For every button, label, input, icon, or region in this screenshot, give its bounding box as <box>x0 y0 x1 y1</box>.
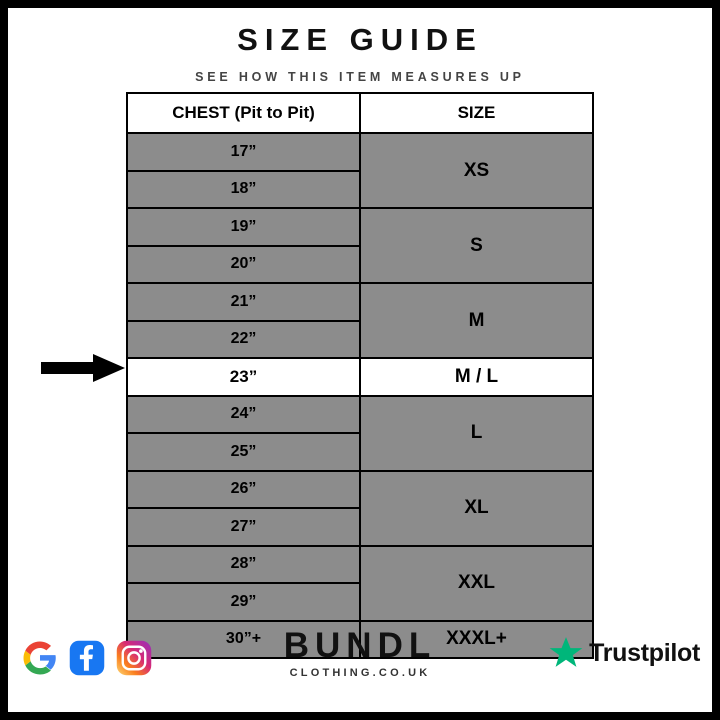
table-row <box>127 546 593 584</box>
size-value: XS <box>360 133 593 208</box>
chest-value: 28” <box>127 546 360 584</box>
chest-value: 25” <box>127 433 360 471</box>
column-header-chest: CHEST (Pit to Pit) <box>127 93 360 133</box>
chest-value: 17” <box>127 133 360 171</box>
table-row <box>127 208 593 246</box>
size-value: M <box>360 283 593 358</box>
column-header-size: SIZE <box>360 93 593 133</box>
selected-size-arrow-icon <box>41 353 125 383</box>
brand-domain: CLOTHING.CO.UK <box>289 667 431 679</box>
size-value: S <box>360 208 593 283</box>
trustpilot-star-icon <box>549 636 583 670</box>
table-row <box>127 283 593 321</box>
chest-value: 20” <box>127 246 360 284</box>
chest-value: 26” <box>127 471 360 509</box>
chest-value: 22” <box>127 321 360 359</box>
size-value: L <box>360 396 593 471</box>
size-value: XXL <box>360 546 593 621</box>
table-header-row <box>127 93 593 133</box>
page-subtitle: SEE HOW THIS ITEM MEASURES UP <box>195 70 525 84</box>
brand-name: BUNDL <box>283 626 437 665</box>
chest-value: 19” <box>127 208 360 246</box>
chest-value: 18” <box>127 171 360 209</box>
chest-value: 29” <box>127 583 360 621</box>
size-value-selected: M / L <box>360 358 593 396</box>
trustpilot-label: Trustpilot <box>589 638 700 667</box>
chest-value: 21” <box>127 283 360 321</box>
chest-value: 24” <box>127 396 360 434</box>
table-row <box>127 396 593 434</box>
table-row-highlighted <box>127 358 593 396</box>
size-table <box>126 92 594 659</box>
chest-value: 27” <box>127 508 360 546</box>
table-row <box>127 133 593 171</box>
chest-value-selected: 23” <box>127 358 360 396</box>
size-value: XL <box>360 471 593 546</box>
trustpilot-logo[interactable] <box>549 636 700 670</box>
size-table-container <box>126 92 594 659</box>
chest-value: 30”+ <box>127 621 360 659</box>
size-value: XXXL+ <box>360 621 593 659</box>
footer <box>8 622 712 702</box>
table-row <box>127 471 593 509</box>
size-guide-panel <box>8 8 712 712</box>
page-title: SIZE GUIDE <box>237 22 483 57</box>
